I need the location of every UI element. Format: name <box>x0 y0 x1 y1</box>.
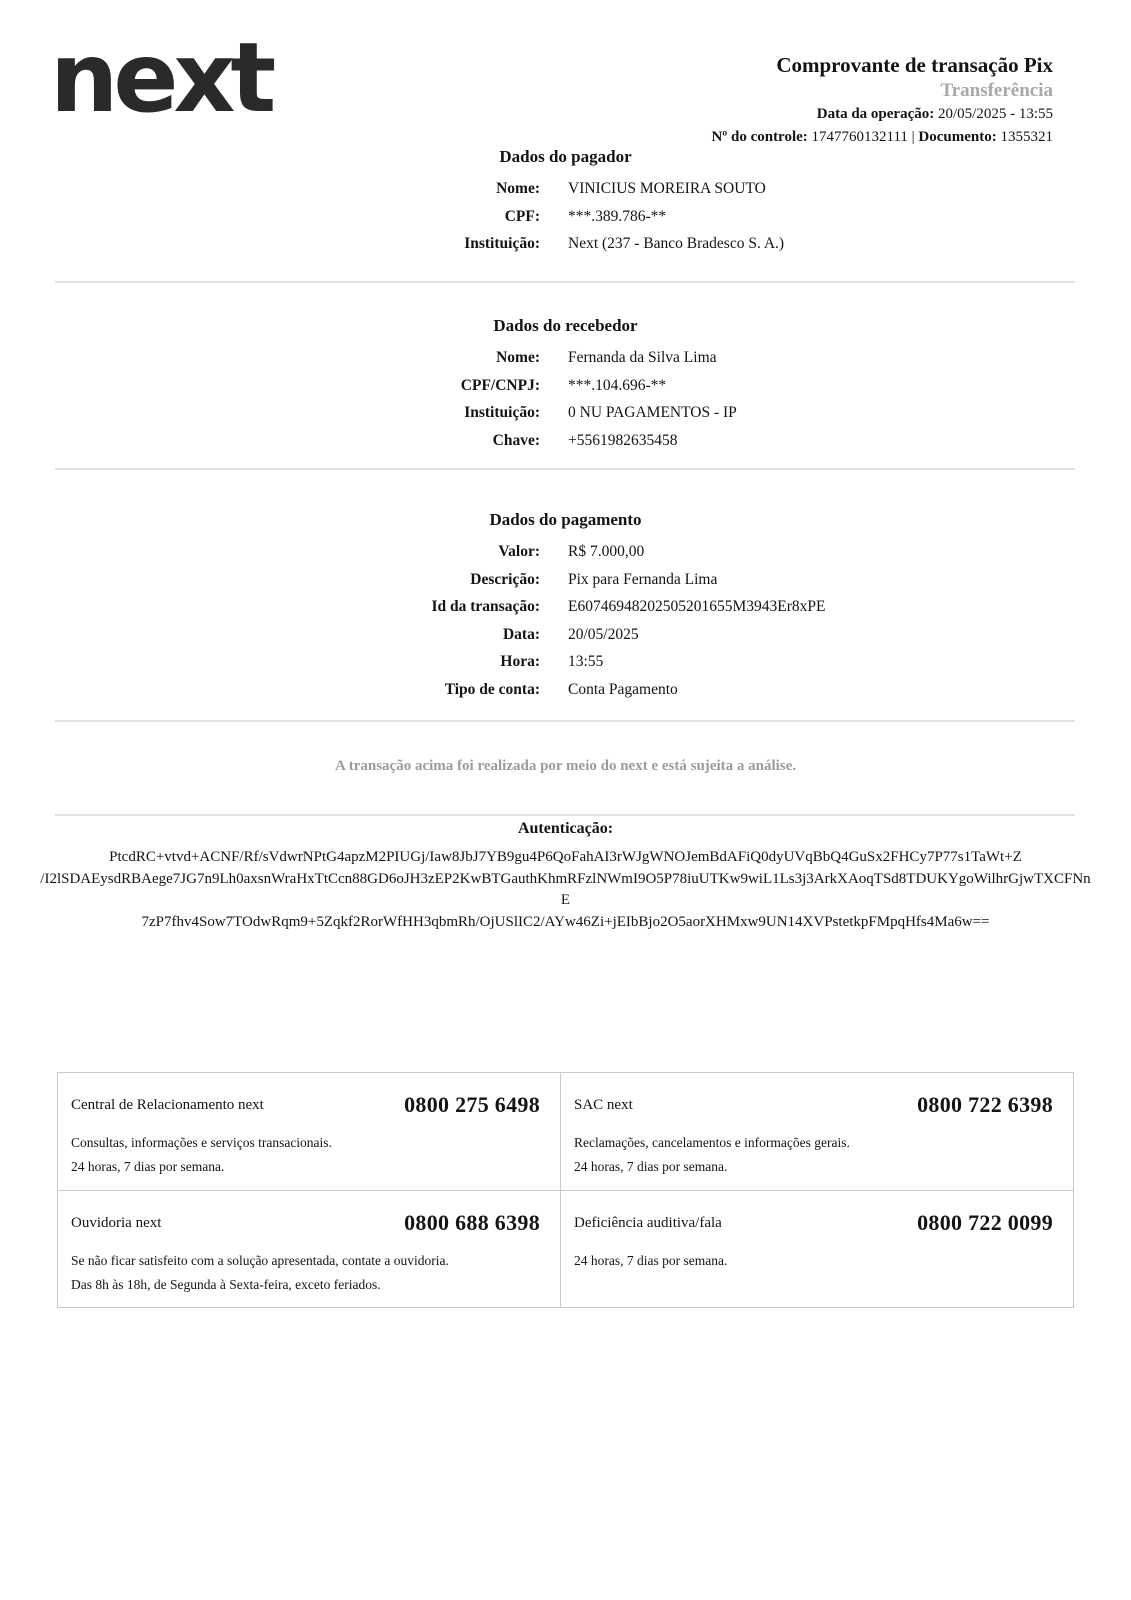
field-label: Nome: <box>496 349 540 366</box>
contact-phone-number: 0800 275 6498 <box>404 1092 540 1117</box>
field-value: VINICIUS MOREIRA SOUTO <box>568 180 766 197</box>
payment-section <box>0 509 1131 703</box>
field-label: Valor: <box>498 543 540 560</box>
field-value: E60746948202505201655M3943Er8xPE <box>568 598 826 615</box>
field-value: R$ 7.000,00 <box>568 543 645 560</box>
field-value: +5561982635458 <box>568 431 678 449</box>
contact-description <box>574 1249 1053 1273</box>
contact-description <box>71 1249 540 1297</box>
field-label: Instituição: <box>464 404 540 421</box>
contact-title: Deficiência auditiva/fala <box>574 1214 722 1231</box>
contact-cell-sac <box>561 1073 1073 1191</box>
field-value: ***.104.696-** <box>568 376 667 394</box>
transaction-id-row <box>0 593 1131 621</box>
next-bank-logo: next <box>50 22 272 134</box>
contact-title: Central de Relacionamento next <box>71 1096 264 1113</box>
field-value: Conta Pagamento <box>568 680 678 698</box>
receipt-title: Comprovante de transação Pix <box>776 53 1053 77</box>
contact-description-line: 24 horas, 7 dias por semana. <box>71 1159 225 1174</box>
analysis-notice: A transação acima foi realizada por meio do next e está sujeita a análise. <box>334 758 797 774</box>
payment-date-row <box>0 621 1131 649</box>
contact-description-line: Consultas, informações e serviços transacionais. <box>71 1135 332 1150</box>
contact-cell-deficiencia-auditiva <box>561 1191 1073 1307</box>
payment-description-row <box>0 566 1131 594</box>
operation-date-value: 20/05/2025 - 13:55 <box>938 106 1053 122</box>
contact-description-line: 24 horas, 7 dias por semana. <box>574 1253 728 1268</box>
payment-time-row <box>0 648 1131 676</box>
contact-info-table <box>57 1072 1074 1308</box>
account-type-row <box>0 676 1131 704</box>
receiver-section <box>0 315 1131 454</box>
contact-cell-ouvidoria <box>58 1191 561 1307</box>
authentication-section <box>40 820 1091 933</box>
receiver-pix-key-row <box>0 427 1131 455</box>
section-divider <box>55 281 1075 283</box>
control-number-label: Nº do controle: <box>711 129 808 145</box>
field-value: Fernanda da Silva Lima <box>568 349 717 366</box>
field-label: Id da transação: <box>431 598 540 615</box>
contact-phone-number: 0800 722 6398 <box>917 1092 1053 1117</box>
payment-section-title: Dados do pagamento <box>489 510 642 529</box>
field-value: Pix para Fernanda Lima <box>568 570 718 588</box>
field-value: ***.389.786-** <box>568 207 667 225</box>
authentication-code-line: /I2lSDAEysdRBAege7JG7n9Lh0axsnWraHxTtCcn88GD6oJH3zEP2KwBTGauthKhmRFzlNWmI9O5P78iuUTKw9wiL1Ls3j3ArkXAoqTSd8TDUKYgoWilhrGjwTXCFNnE <box>40 870 1091 908</box>
contact-phone-number: 0800 688 6398 <box>404 1210 540 1235</box>
receipt-subtitle: Transferência <box>940 80 1053 101</box>
field-value: 20/05/2025 <box>568 625 639 643</box>
contact-cell-header <box>71 1092 540 1118</box>
receipt-header <box>711 52 1053 149</box>
document-number-value: 1355321 <box>1000 129 1053 145</box>
control-number-value: 1747760132111 <box>811 129 908 145</box>
contact-description-line: Se não ficar satisfeito com a solução apresentada, contate a ouvidoria. <box>71 1253 449 1268</box>
receiver-cpf-cnpj-row <box>0 372 1131 400</box>
contact-title: SAC next <box>574 1096 633 1113</box>
field-label: CPF/CNPJ: <box>460 376 540 394</box>
field-label: Instituição: <box>464 235 540 252</box>
payer-section-title: Dados do pagador <box>499 147 632 166</box>
payer-section <box>0 146 1131 258</box>
contact-description-line: 24 horas, 7 dias por semana. <box>574 1159 728 1174</box>
authentication-code-line: 7zP7fhv4Sow7TOdwRqm9+5Zqkf2RorWfHH3qbmRh/OjUSlIC2/AYw46Zi+jEIbBjo2O5aorXHMxw9UN14XVPstetkpFMpqHfs4Ma6w== <box>141 913 990 930</box>
authentication-code-line: PtcdRC+vtvd+ACNF/Rf/sVdwrNPtG4apzM2PIUGj/Iaw8JbJ7YB9gu4P6QoFahAI3rWJgWNOJemBdAFiQ0dyUVqBbQ4GuSx2FHCy7P77s1TaWt+Z <box>109 849 1022 865</box>
contact-description <box>71 1131 540 1179</box>
field-value: Next (237 - Banco Bradesco S. A.) <box>568 235 785 252</box>
payment-amount-row <box>0 538 1131 566</box>
contact-description-line: Reclamações, cancelamentos e informações gerais. <box>574 1135 850 1150</box>
receiver-section-title: Dados do recebedor <box>493 316 638 335</box>
receiver-institution-row <box>0 399 1131 427</box>
contact-description <box>574 1131 1053 1179</box>
payer-institution-row <box>0 230 1131 258</box>
section-divider <box>55 468 1075 470</box>
operation-date-line <box>711 103 1053 126</box>
field-label: Data: <box>502 625 540 643</box>
field-value: 0 NU PAGAMENTOS - IP <box>568 404 737 421</box>
contact-cell-central-relacionamento <box>58 1073 561 1191</box>
section-divider <box>55 720 1075 722</box>
document-number-label: Documento: <box>918 129 997 145</box>
field-label: Nome: <box>496 180 540 197</box>
field-label: Descrição: <box>470 570 540 588</box>
contact-description-line: Das 8h às 18h, de Segunda à Sexta-feira, exceto feriados. <box>71 1277 381 1292</box>
field-label: Tipo de conta: <box>444 680 540 698</box>
field-label: Hora: <box>500 653 540 670</box>
field-label: CPF: <box>504 207 540 225</box>
separator: | <box>911 129 915 145</box>
section-divider <box>55 814 1075 816</box>
operation-date-label: Data da operação: <box>816 106 935 122</box>
contact-phone-number: 0800 722 0099 <box>917 1210 1053 1235</box>
contact-cell-header <box>574 1092 1053 1118</box>
payer-name-row <box>0 175 1131 203</box>
contact-cell-header <box>574 1210 1053 1236</box>
field-label: Chave: <box>492 431 540 449</box>
contact-title: Ouvidoria next <box>71 1214 162 1231</box>
authentication-title: Autenticação: <box>517 820 614 837</box>
receiver-name-row <box>0 344 1131 372</box>
field-value: 13:55 <box>568 653 604 670</box>
payer-cpf-row <box>0 203 1131 231</box>
contact-cell-header <box>71 1210 540 1236</box>
